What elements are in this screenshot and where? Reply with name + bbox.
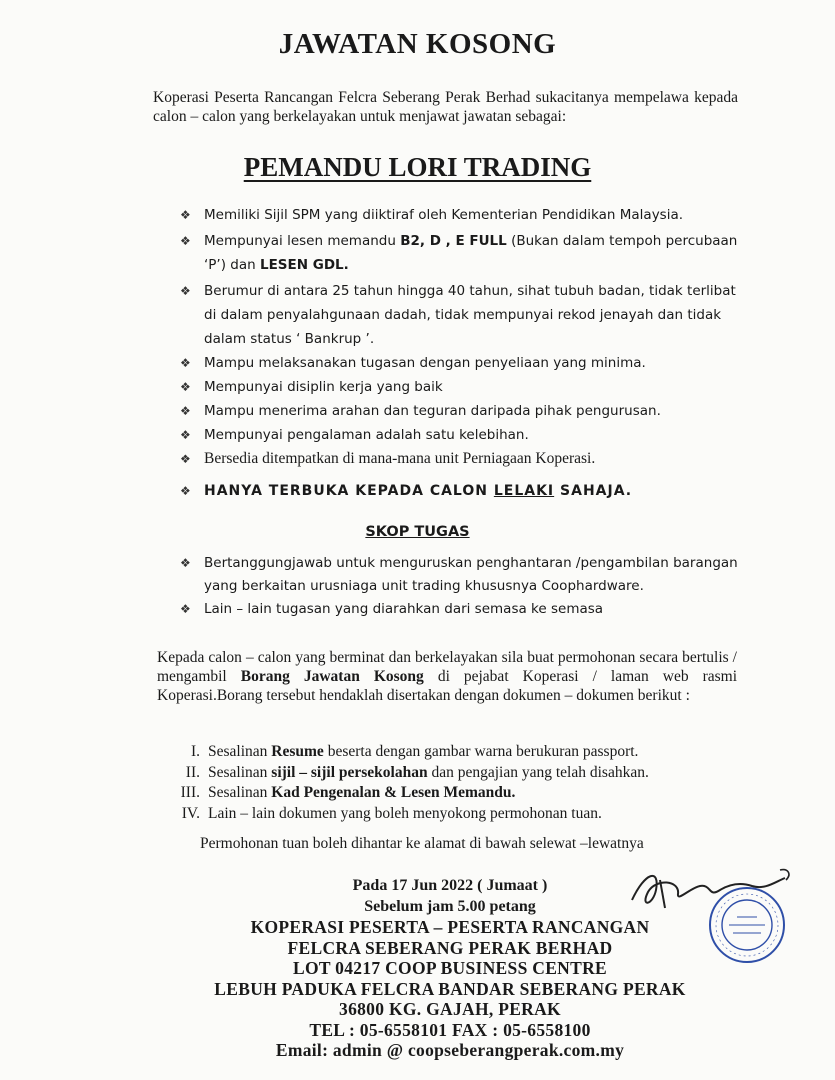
diamond-bullet-icon: ❖: [180, 452, 191, 466]
contact-phone-fax: TEL : 05-6558101 FAX : 05-6558100: [309, 1019, 591, 1040]
diamond-bullet-icon: ❖: [180, 428, 191, 442]
stamp-icon: [707, 885, 787, 965]
address-line: LEBUH PADUKA FELCRA BANDAR SEBERANG PERAK: [214, 978, 686, 999]
requirement-item: ❖ Mampu menerima arahan dan teguran daripada pihak pengurusan.: [176, 399, 741, 423]
diamond-bullet-icon: ❖: [180, 556, 191, 570]
document-item: IV. Lain – lain dokumen yang boleh menyokong permohonan tuan.: [181, 804, 602, 822]
submission-note: Permohonan tuan boleh dihantar ke alamat di bawah selewat –lewatnya: [200, 835, 644, 852]
requirement-item: ❖ Memiliki Sijil SPM yang diiktiraf oleh Kementerian Pendidikan Malaysia.: [176, 203, 741, 227]
deadline-date: Pada 17 Jun 2022 ( Jumaat ): [352, 877, 548, 894]
requirement-item: ❖ Mempunyai lesen memandu B2, D , E FULL (Bukan dalam tempoh percubaan ‘P’) dan LESEN GDL.: [176, 229, 741, 277]
intro-paragraph: Koperasi Peserta Rancangan Felcra Seberang Perak Berhad sukacitanya mempelawa kepada calon – calon yang berkelayakan untuk menjawat jawatan sebagai:: [153, 89, 738, 125]
diamond-bullet-icon: ❖: [180, 208, 191, 222]
requirement-item: ❖ Bersedia ditempatkan di mana-mana unit Perniagaan Koperasi.: [176, 447, 741, 471]
document-item: III. Sesalinan Kad Pengenalan & Lesen Memandu.: [180, 784, 516, 801]
contact-email: Email: admin @ coopseberangperak.com.my: [275, 1040, 625, 1060]
address-line: LOT 04217 COOP BUSINESS CENTRE: [292, 958, 608, 978]
requirement-item-male-only: ❖ HANYA TERBUKA KEPADA CALON LELAKI SAHAJA.: [176, 479, 741, 503]
address-line: FELCRA SEBERANG PERAK BERHAD: [287, 937, 613, 958]
diamond-bullet-icon: ❖: [180, 284, 191, 298]
scope-heading: SKOP TUGAS: [365, 524, 470, 540]
position-title: PEMANDU LORI TRADING: [243, 152, 592, 182]
diamond-bullet-icon: ❖: [180, 380, 191, 394]
requirement-item: ❖ Mempunyai disiplin kerja yang baik: [176, 375, 741, 399]
requirement-item: ❖ Mempunyai pengalaman adalah satu kelebihan.: [176, 423, 741, 447]
requirements-list: [176, 203, 741, 503]
scope-list: [176, 552, 741, 621]
scope-item: ❖ Bertanggungjawab untuk menguruskan penghantaran /pengambilan barangan yang berkaitan urusniaga unit trading khususnya Coophardware.: [176, 552, 741, 598]
application-paragraph: Kepada calon – calon yang berminat dan berkelayakan sila buat permohonan secara bertulis / mengambil Borang Jawatan Kosong di pejabat Koperasi / laman web rasmi Koperasi.Borang tersebut hendaklah disertakan dengan dokumen – dokumen berikut :: [157, 649, 738, 704]
documents-list: [162, 742, 742, 824]
deadline-time: Sebelum jam 5.00 petang: [364, 897, 536, 915]
diamond-bullet-icon: ❖: [180, 484, 192, 498]
page-title: JAWATAN KOSONG: [278, 28, 557, 60]
address-line: 36800 KG. GAJAH, PERAK: [339, 999, 561, 1019]
diamond-bullet-icon: ❖: [180, 602, 191, 616]
requirement-item: ❖ Mampu melaksanakan tugasan dengan penyeliaan yang minima.: [176, 351, 741, 375]
diamond-bullet-icon: ❖: [180, 356, 191, 370]
diamond-bullet-icon: ❖: [180, 234, 191, 248]
document-item: II. Sesalinan sijil – sijil persekolahan dan pengajian yang telah disahkan.: [185, 763, 649, 781]
document-item: I. Sesalinan Resume beserta dengan gambar warna berukuran passport.: [190, 743, 639, 760]
diamond-bullet-icon: ❖: [180, 404, 191, 418]
scope-item: ❖ Lain – lain tugasan yang diarahkan dari semasa ke semasa: [176, 598, 741, 621]
address-line: KOPERASI PESERTA – PESERTA RANCANGAN: [250, 917, 650, 937]
requirement-item: ❖ Berumur di antara 25 tahun hingga 40 tahun, sihat tubuh badan, tidak terlibat di dalam penyalahgunaan dadah, tidak mempunyai rekod jenayah dan tidak dalam status ‘ Bankrup ’.: [176, 279, 741, 351]
